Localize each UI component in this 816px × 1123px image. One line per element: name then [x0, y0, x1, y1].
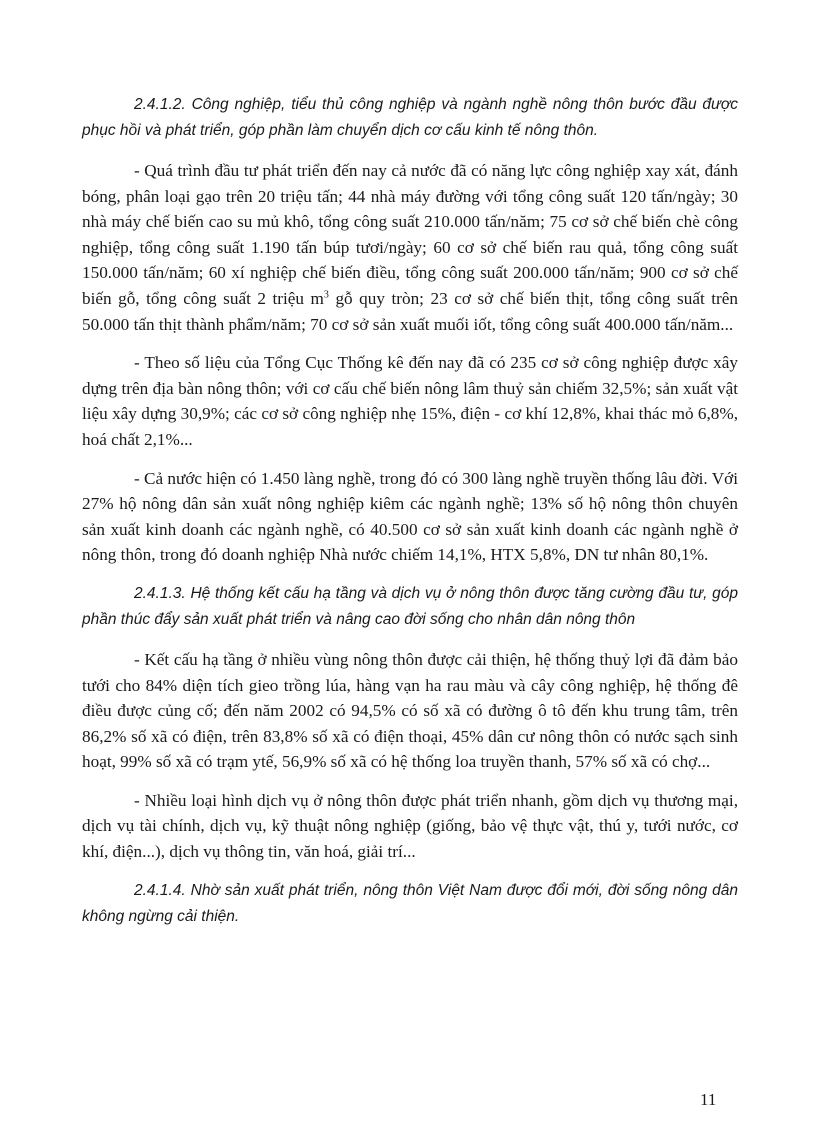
paragraph-craft-villages: - Cả nước hiện có 1.450 làng nghề, trong đó có 300 làng nghề truyền thống lâu đời. Với 27% hộ nông dân sản xuất nông nghiệp kiêm các ngành nghề; 13% số hộ nông thôn chuyên sản xuất kinh doanh các ngành nghề, có 40.500 cơ sở sản xuất kinh doanh các ngành nghề ở nông thôn, trong đó doanh nghiệp Nhà nước chiếm 14,1%, HTX 5,8%, DN tư nhân 80,1%.	[82, 468, 738, 565]
paragraph-services: - Nhiều loại hình dịch vụ ở nông thôn được phát triển nhanh, gồm dịch vụ thương mại, dịch vụ tài chính, dịch vụ, kỹ thuật nông nghiệp (giống, bảo vệ thực vật, thú y, tưới nước, cơ khí, điện...), dịch vụ thông tin, văn hoá, giải trí...	[82, 790, 738, 862]
superscript: 3	[323, 289, 329, 301]
section-heading-2-4-1-2: 2.4.1.2. Công nghiệp, tiểu thủ công nghiệp và ngành nghề nông thôn bước đầu được phục hồi và phát triển, góp phần làm chuyển dịch cơ cấu kinh tế nông thôn.	[82, 96, 738, 139]
paragraph-statistics: - Theo số liệu của Tổng Cục Thống kê đến nay đã có 235 cơ sở công nghiệp được xây dựng trên địa bàn nông thôn; với cơ cấu chế biến nông lâm thuỷ sản chiếm 32,5%; sản xuất vật liệu xây dựng 30,9%; các cơ sở công nghiệp nhẹ 15%, điện - cơ khí 12,8%, khai thác mỏ 6,8%, hoá chất 2,1%...	[82, 353, 738, 449]
section-heading-2-4-1-3: 2.4.1.3. Hệ thống kết cấu hạ tầng và dịch vụ ở nông thôn được tăng cường đầu tư, góp phần thúc đẩy sản xuất phát triển và nâng cao đời sống cho nhân dân nông thôn	[82, 584, 738, 628]
paragraph-industry-capacity	[82, 158, 738, 337]
section-heading-2-4-1-4: 2.4.1.4. Nhờ sản xuất phát triển, nông thôn Việt Nam được đổi mới, đời sống nông dân không ngừng cải thiện.	[82, 881, 738, 925]
paragraph-text: - Quá trình đầu tư phát triển đến nay cả nước đã có năng lực công nghiệp xay xát, đánh bóng, phân loại gạo trên 20 triệu tấn; 44 nhà máy đường với tổng công suất 120 tấn/ngày; 30 nhà máy chế biến cao su mủ khô, tổng công suất 210.000 tấn/năm; 75 cơ sở chế biến chè công nghiệp, tổng công suất 1.190 tấn búp tươi/ngày; 60 cơ sở chế biến rau quả, tổng công suất 150.000 tấn/năm; 60 xí nghiệp chế biến điều, tổng công suất 200.000 tấn/năm; 900 cơ sở chế biến gỗ, tổng công suất 2 triệu m	[82, 161, 738, 308]
page-number: 11	[700, 1090, 717, 1109]
document-page	[82, 92, 738, 944]
paragraph-text: gỗ quy tròn; 23 cơ sở chế biến thịt, tổng công suất trên 50.000 tấn thịt thành phẩm/năm; 70 cơ sở sản xuất muối iốt, tổng công suất 400.000 tấn/năm...	[82, 288, 738, 334]
paragraph-infrastructure: - Kết cấu hạ tầng ở nhiều vùng nông thôn được cải thiện, hệ thống thuỷ lợi đã đảm bảo tưới cho 84% diện tích gieo trồng lúa, hàng vạn ha rau màu và cây công nghiệp, hệ thống đê điều được củng cố; đến năm 2002 có 94,5% có số xã có đường ô tô đến khu trung tâm, trên 86,2% số xã có điện, trên 83,8% số xã có điện thoại, 45% dân cư nông thôn có nước sạch sinh hoạt, 99% số xã có trạm ytế, 56,9% số xã có hệ thống loa truyền thanh, 57% số xã có chợ...	[82, 649, 738, 772]
